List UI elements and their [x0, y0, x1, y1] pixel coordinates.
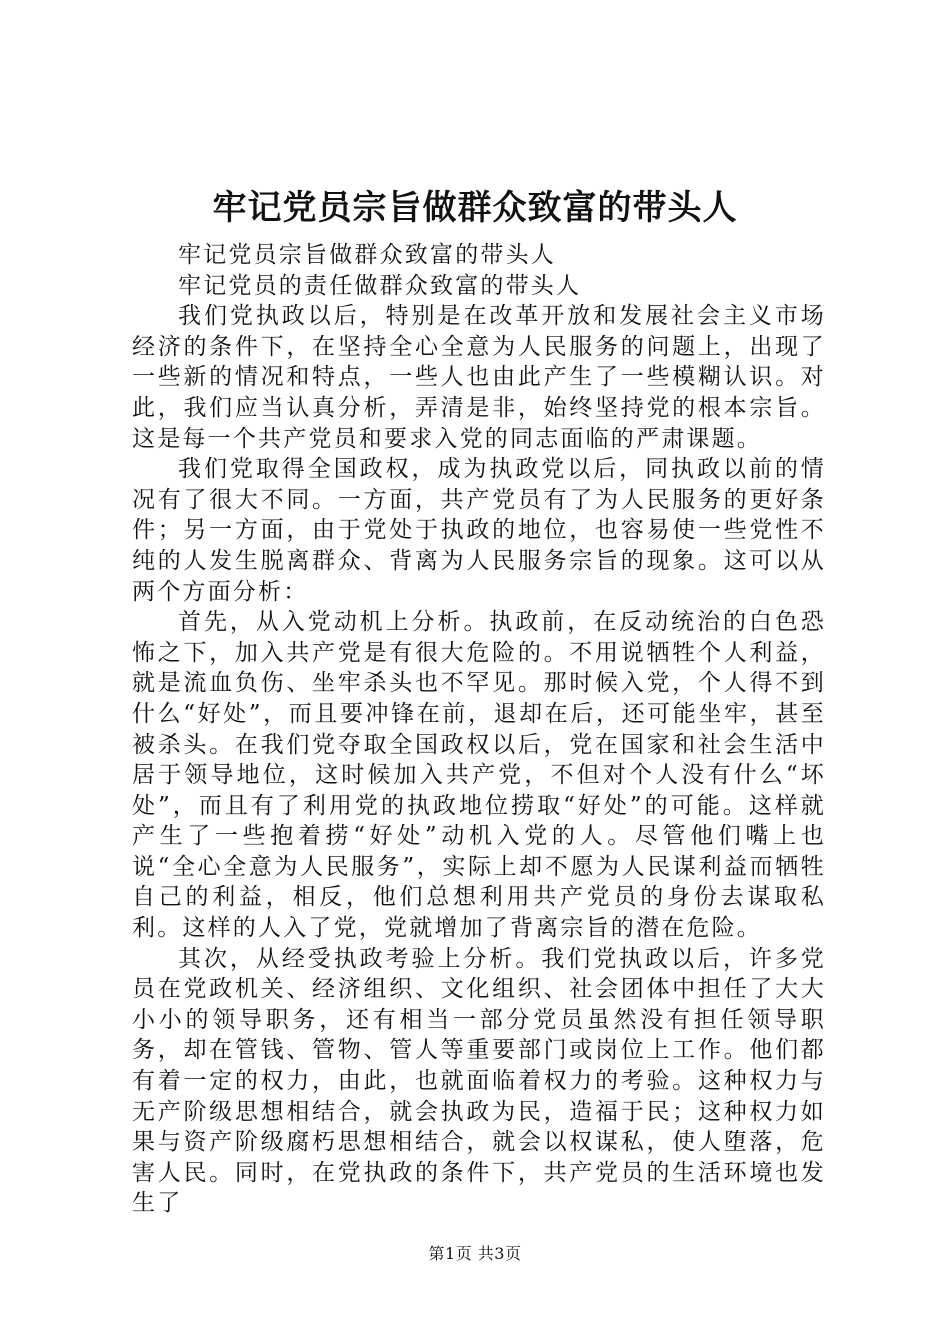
subtitle-line: 牢记党员的责任做群众致富的带头人	[178, 272, 582, 299]
document-body	[132, 240, 826, 1219]
body-paragraph: 我们党取得全国政权，成为执政党以后，同执政以前的情况有了很大不同。一方面，共产党员有了为人民服务的更好条件；另一方面，由于党处于执政的地位，也容易使一些党性不纯的人发生脱离群众、背离为人民服务宗旨的现象。这可以从两个方面分析：	[132, 456, 826, 605]
subtitle-line: 牢记党员宗旨做群众致富的带头人	[178, 242, 556, 268]
body-paragraph: 其次，从经受执政考验上分析。我们党执政以后，许多党员在党政机关、经济组织、文化组织、社会团体中担任了大大小小的领导职务，还有相当一部分党员虽然没有担任领导职务，却在管钱、管物、管人等重要部门或岗位上工作。他们都有着一定的权力，由此，也就面临着权力的考验。这种权力与无产阶级思想相结合，就会执政为民，造福于民；这种权力如果与资产阶级腐朽思想相结合，就会以权谋私，使人堕落，危害人民。同时，在党执政的条件下，共产党员的生活环境也发生了	[132, 945, 826, 1217]
body-paragraph: 首先，从入党动机上分析。执政前，在反动统治的白色恐怖之下，加入共产党是有很大危险的。不用说牺牲个人利益，就是流血负伤、坐牢杀头也不罕见。那时候入党，个人得不到什么“好处”，而且要冲锋在前，退却在后，还可能坐牢，甚至被杀头。在我们党夺取全国政权以后，党在国家和社会生活中居于领导地位，这时候加入共产党，不但对个人没有什么“坏处”，而且有了利用党的执政地位捞取“好处”的可能。这样就产生了一些抱着捞“好处”动机入党的人。尽管他们嘴上也说“全心全意为人民服务”，实际上却不愿为人民谋利益而牺牲自己的利益，相反，他们总想利用共产党员的身份去谋取私利。这样的人入了党，党就增加了背离宗旨的潜在危险。	[132, 609, 826, 942]
body-paragraph: 我们党执政以后，特别是在改革开放和发展社会主义市场经济的条件下，在坚持全心全意为人民服务的问题上，出现了一些新的情况和特点，一些人也由此产生了一些模糊认识。对此，我们应当认真分析，弄清是非，始终坚持党的根本宗旨。这是每一个共产党员和要求入党的同志面临的严肃课题。	[132, 303, 826, 452]
document-title: 牢记党员宗旨做群众致富的带头人	[212, 188, 738, 228]
page-number-footer: 第1页 共3页	[428, 1244, 522, 1263]
